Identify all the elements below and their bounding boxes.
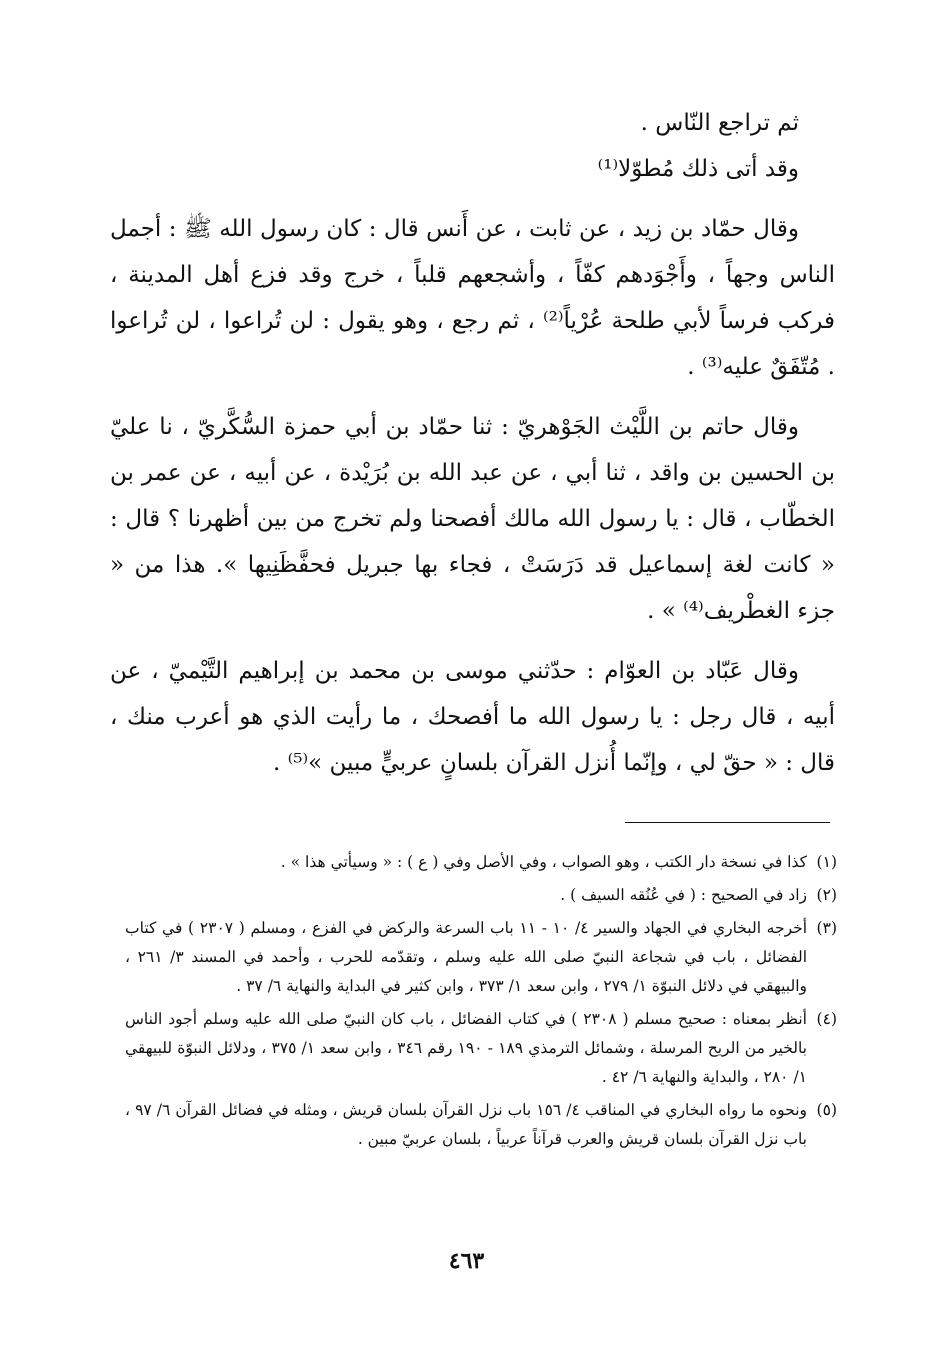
footnotes — [125, 848, 837, 1158]
page-number: ٤٦٣ — [448, 1248, 485, 1274]
paragraph-3: وقال حاتم بن اللَّيْث الجَوْهريّ : ثنا حمّاد بن أبي حمزة السُّكَّريّ ، نا عليّ بن الحسين بن واقد ، ثنا أبي ، عن عبد الله بن بُرَيْدة ، عن أبيه ، عن عمر بن الخطّاب ، قال : يا رسول الله مالك أفصحنا ولم تخرج من بين أظهرنا ؟ قال : « كانت لغة إسماعيل قد دَرَسَتْ ، فجاء بها جبريل فحفَّظَنِيها ». هذا من « جزء الغطْريف⁽⁴⁾ » . — [110, 414, 835, 624]
paragraph-2: وقال حمّاد بن زيد ، عن ثابت ، عن أَنس قال : كان رسول الله ﷺ : أجمل الناس وجهاً ، وأَجْوَدهم كفّاً ، وأشجعهم قلباً ، خرج وقد فزع أهل المدينة ، فركب فرساً لأبي طلحة عُرْياً⁽²⁾ ، ثم رجع ، وهو يقول : لن تُراعوا ، لن تُراعوا . مُتّفَقٌ عليه⁽³⁾ . — [110, 216, 835, 380]
footnote-number: (٣) — [816, 919, 837, 937]
footnote-5 — [125, 1096, 837, 1154]
paragraph-1-line-1: ثم تراجع النّاس . — [640, 110, 799, 136]
footnote-3 — [125, 914, 837, 1001]
footnote-separator — [625, 822, 830, 823]
paragraph-1-line-2: وقد أتى ذلك مُطوّلا⁽¹⁾ — [597, 156, 799, 182]
footnote-text: كذا في نسخة دار الكتب ، وهو الصواب ، وفي الأصل وفي ( ع ) : « وسيأتي هذا » . — [280, 853, 807, 871]
paragraph-4: وقال عَبّاد بن العوّام : حدّثني موسى بن محمد بن إبراهيم التَّيْميّ ، عن أبيه ، قال رجل : يا رسول الله ما أفصحك ، ما رأيت الذي هو أعرب منك ، قال : « حقّ لي ، وإنّما أُنزل القرآن بلسانٍ عربيٍّ مبين »⁽⁵⁾ . — [110, 658, 835, 776]
footnote-text: ونحوه ما رواه البخاري في المناقب ٤/ ١٥٦ باب نزل القرآن بلسان قريش ، ومثله في فضائل القرآن ٦/ ٩٧ ، باب نزل القرآن بلسان قريش والعرب قرآناً عربياً ، بلسان عربيّ مبين . — [125, 1101, 807, 1148]
footnote-1 — [125, 848, 837, 877]
footnote-number: (٢) — [816, 886, 837, 904]
footnote-text: أخرجه البخاري في الجهاد والسير ٤/ ١٠ - ١١ باب السرعة والركض في الفزع ، ومسلم ( ٢٣٠٧ ) في كتاب الفضائل ، باب في شجاعة النبيّ صلى الله عليه وسلم ، وتقدّمه للحرب ، وأحمد في المسند ٣/ ٢٦١ ، والبيهقي في دلائل النبوّة ١/ ٢٧٩ ، وابن سعد ١/ ٣٧٣ ، وابن كثير في البداية والنهاية ٦/ ٣٧ . — [125, 919, 808, 995]
footnote-text: زاد في الصحيح : ( في عُنُقه السيف ) . — [560, 886, 807, 904]
footnote-number: (٥) — [816, 1101, 837, 1119]
footnote-2 — [125, 881, 837, 910]
footnote-number: (٤) — [816, 1010, 837, 1028]
main-text — [110, 100, 835, 786]
footnote-number: (١) — [816, 853, 837, 871]
footnote-4 — [125, 1005, 837, 1092]
footnote-text: أنظر بمعناه : صحيح مسلم ( ٢٣٠٨ ) في كتاب الفضائل ، باب كان النبيّ صلى الله عليه وسلم أجود الناس بالخير من الريح المرسلة ، وشمائل الترمذي ١٨٩ - ١٩٠ رقم ٣٤٦ ، وابن سعد ١/ ٣٧٥ ، ودلائل النبوّة للبيهقي ١/ ٢٨٠ ، والبداية والنهاية ٦/ ٤٢ . — [125, 1010, 807, 1086]
